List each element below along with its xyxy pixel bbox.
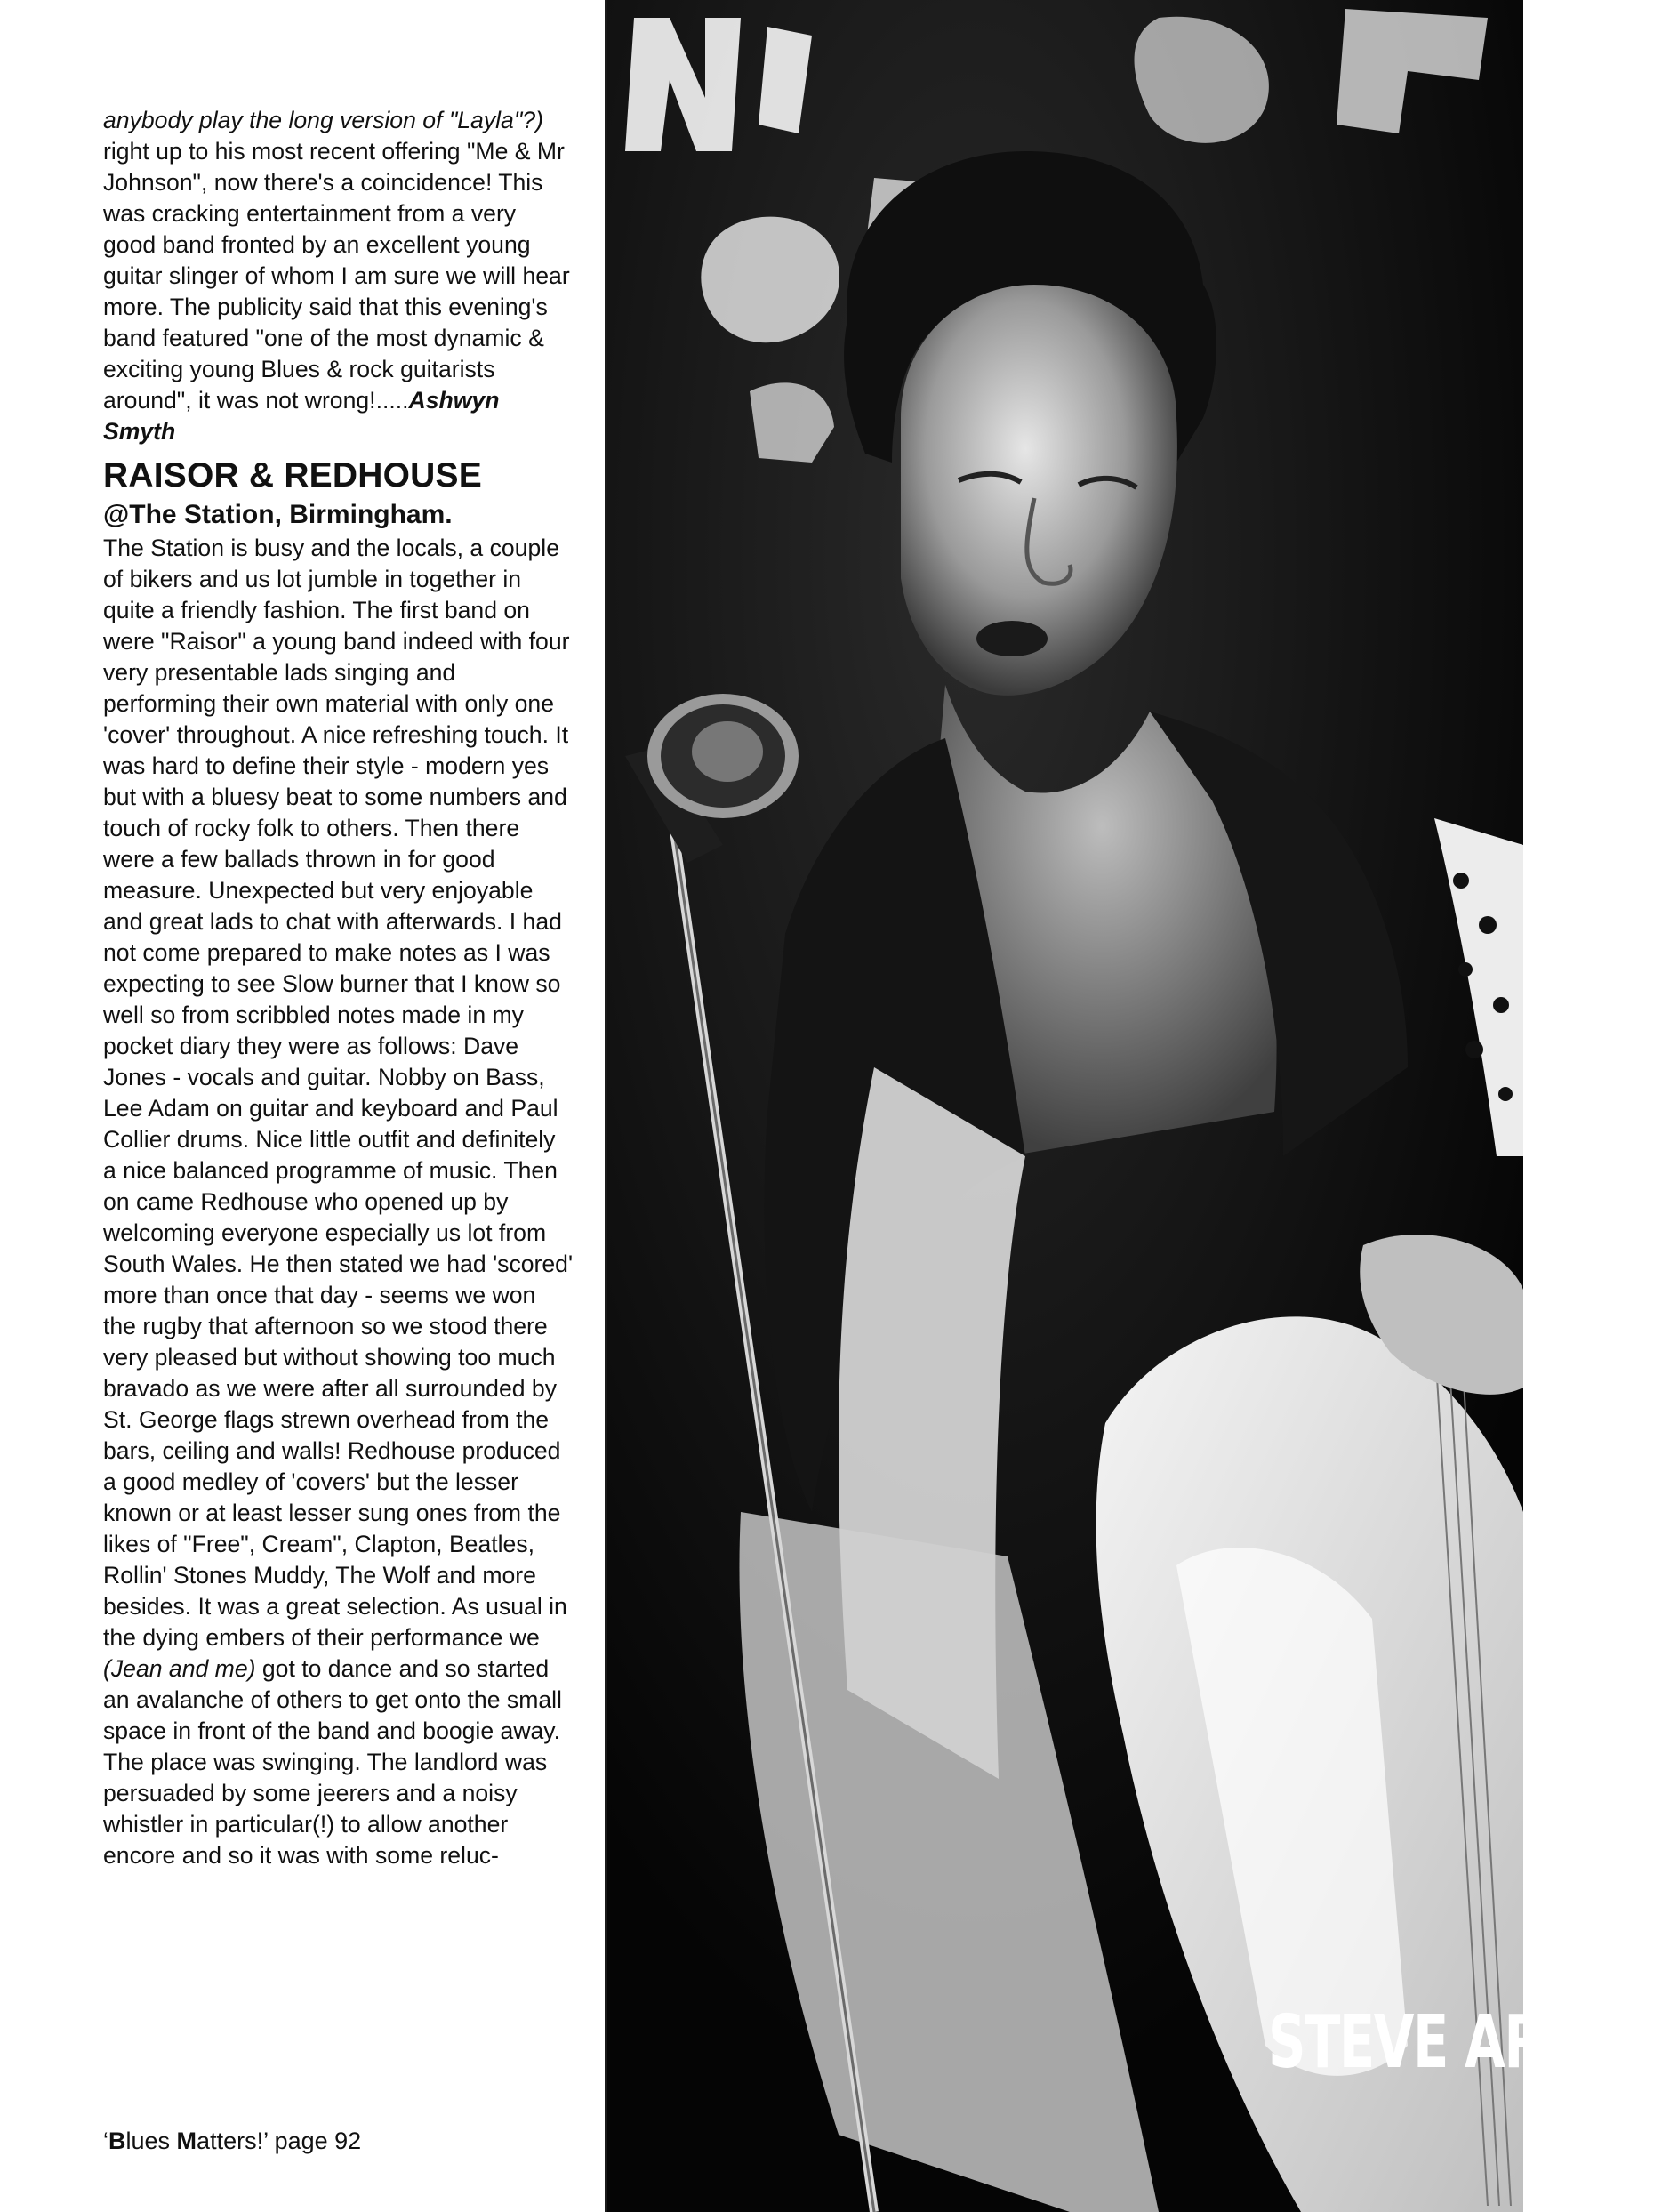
footer-quote-close: ’ [263, 2128, 269, 2154]
intro-paragraph [103, 105, 574, 447]
article-body [103, 533, 574, 1871]
body-text-part2: got to dance and so started an avalanche of others to get onto the small space in front of the band and boogie away. The place was swinging. The landlord was persuaded by some jeerers and a noisy whistler in particular(!) to allow another encore and so it was with some reluc- [103, 1655, 562, 1869]
intro-byline: Ashwyn Smyth [103, 387, 500, 445]
performer-photo [607, 0, 1654, 2212]
intro-text: right up to his most recent offering "Me & Mr Johnson", now there's a coincidence! This was cracking entertainment from a very good band fronted by an excellent young guitar slinger of whom I am sure we will hear more. The publicity said that this evening's band featured "one of the most dynamic & exciting young Blues & rock guitarists around", it was not wrong!..... [103, 138, 570, 414]
photo-illustration [607, 0, 1523, 2212]
page-footer [103, 2126, 361, 2156]
footer-word-1: lues [125, 2128, 177, 2154]
body-text-part1: The Station is busy and the locals, a couple of bikers and us lot jumble in together in quite a friendly fashion. The first band on were "Raisor" a young band indeed with four very presentable lads singing and performing their own material with only one 'cover' throughout. A nice refreshing touch. It was hard to define their style - modern yes but with a bluesy beat to some numbers and touch of rocky folk to others. Then there were a few ballads thrown in for good measure. Unexpected but very enjoyable and great lads to chat with afterwards. I had not come prepared to make notes as I was expecting to see Slow burner that I know so well so from scribbled notes made in my pocket diary they were as follows: Dave Jones - vocals and guitar. Nobby on Bass, Lee Adam on guitar and keyboard and Paul Collier drums. Nice little outfit and definitely a nice balanced programme of music. Then on came Redhouse who opened up by welcoming everyone especially us lot from South Wales. He then stated we had 'scored' more than once that day - seems we won the rugby that afternoon so we stood there very pleased but without showing too much bravado as we were after all surrounded by St. George flags strewn overhead from the bars, ceiling and walls! Redhouse produced a good medley of 'covers' but the lesser known or at least lesser sung ones from the likes of "Free", Cream", Clapton, Beatles, Rollin' Stones Muddy, The Wolf and more besides. It was a great selection. As usual in the dying embers of their performance we [103, 535, 574, 1651]
article-column [103, 105, 574, 1871]
article-venue: @The Station, Birmingham. [103, 500, 453, 529]
footer-quote-open: ‘ [103, 2128, 108, 2154]
article-headline: RAISOR & REDHOUSE [103, 456, 482, 495]
footer-word-2: atters! [197, 2128, 264, 2154]
footer-initial-m: M [176, 2128, 197, 2154]
intro-italic-text: anybody play the long version of "Layla"?) [103, 107, 543, 133]
footer-initial-b: B [108, 2128, 126, 2154]
photo-caption: STEVE ARVEY [1268, 2000, 1654, 2085]
footer-page-number: page 92 [268, 2128, 362, 2154]
body-italic-text: (Jean and me) [103, 1655, 256, 1682]
